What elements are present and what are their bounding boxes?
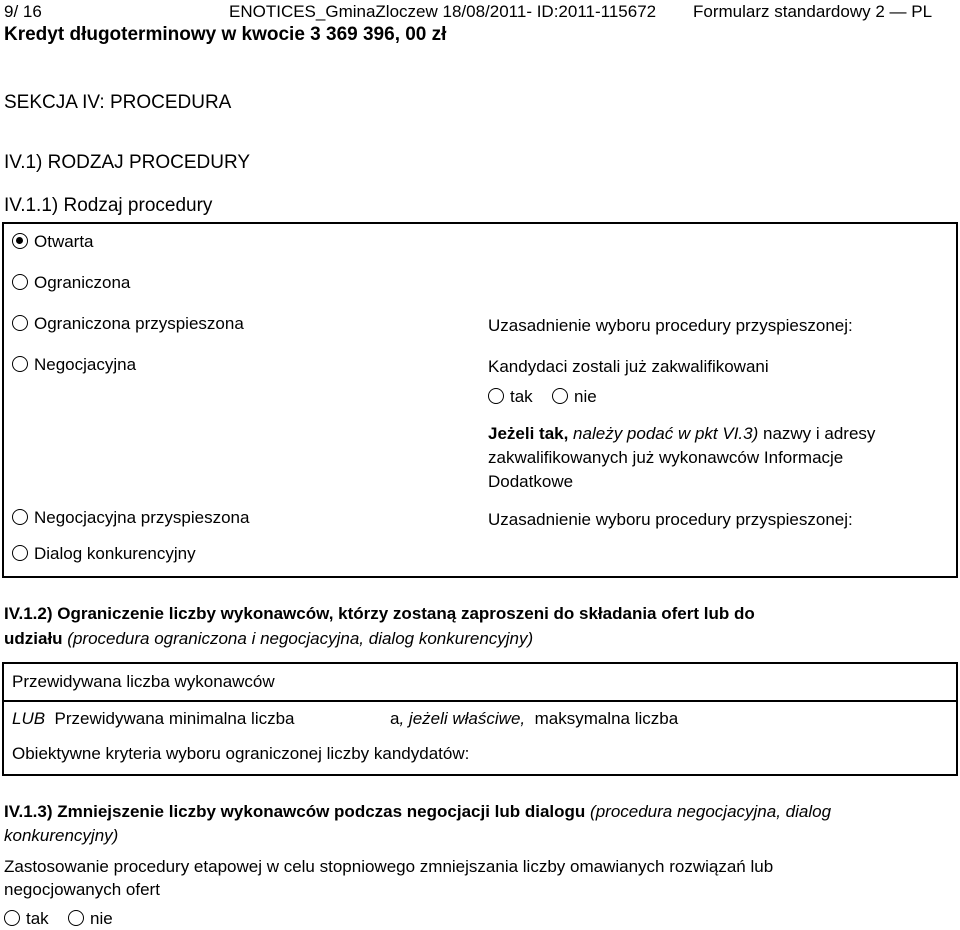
option-otwarta[interactable]: Otwarta (12, 232, 94, 252)
reduction-yes[interactable]: tak (4, 909, 49, 929)
option-negocjacyjna[interactable]: Negocjacyjna (12, 355, 136, 375)
candidates-note-line3: Dodatkowe (488, 472, 574, 491)
candidates-no[interactable]: nie (552, 387, 597, 407)
min-number-label: LUB Przewidywana minimalna liczba (12, 709, 295, 728)
reduction-heading-line2: konkurencyjny) (4, 826, 119, 845)
option-dialog-konkurencyjny[interactable]: Dialog konkurencyjny (12, 544, 196, 564)
page-number: 9/ 16 (4, 2, 42, 21)
subsection-title: IV.1) RODZAJ PROCEDURY (4, 152, 250, 173)
radio-checked-icon[interactable] (12, 233, 28, 249)
form-name: Formularz standardowy 2 — PL (693, 2, 933, 21)
option-negocjacyjna-przyspieszona[interactable]: Negocjacyjna przyspieszona (12, 508, 249, 528)
reduction-text-line1: Zastosowanie procedury etapowej w celu stopniowego zmniejszania liczby omawianych rozwiązań lub (4, 857, 774, 876)
reduction-text-line2: negocjowanych ofert (4, 880, 160, 899)
option-ograniczona[interactable]: Ograniczona (12, 273, 130, 293)
radio-icon[interactable] (552, 388, 568, 404)
document-title: Kredyt długoterminowy w kwocie 3 369 396, 00 zł (4, 24, 447, 45)
radio-icon[interactable] (12, 545, 28, 561)
reduction-heading-line1: IV.1.3) Zmniejszenie liczby wykonawców podczas negocjacji lub dialogu (procedura negocjacyjna, dialog (4, 802, 832, 821)
limit-heading-line2: udziału (procedura ograniczona i negocjacyjna, dialog konkurencyjny) (4, 629, 534, 648)
reduction-no[interactable]: nie (68, 909, 113, 929)
section-title: SEKCJA IV: PROCEDURA (4, 92, 232, 113)
divider (2, 700, 958, 702)
candidates-note-line1: Jeżeli tak, należy podać w pkt VI.3) nazwy i adresy (488, 424, 876, 443)
radio-icon[interactable] (488, 388, 504, 404)
justification-label: Uzasadnienie wyboru procedury przyspieszonej: (488, 316, 853, 335)
limit-heading-line1: IV.1.2) Ograniczenie liczby wykonawców, którzy zostaną zaproszeni do składania ofert lub do (4, 604, 755, 623)
notice-id: ENOTICES_GminaZloczew 18/08/2011- ID:2011-115672 (229, 2, 657, 21)
candidates-yes[interactable]: tak (488, 387, 533, 407)
radio-icon[interactable] (12, 315, 28, 331)
candidates-note-line2: zakwalifikowanych już wykonawców Informacje (488, 448, 844, 467)
radio-icon[interactable] (4, 910, 20, 926)
radio-icon[interactable] (12, 356, 28, 372)
procedure-type-heading: IV.1.1) Rodzaj procedury (4, 195, 213, 216)
expected-number-label: Przewidywana liczba wykonawców (12, 672, 275, 691)
radio-icon[interactable] (12, 509, 28, 525)
criteria-label: Obiektywne kryteria wyboru ograniczonej liczby kandydatów: (12, 744, 470, 763)
justification-label-2: Uzasadnienie wyboru procedury przyspieszonej: (488, 510, 853, 529)
max-number-label: a, jeżeli właściwe, maksymalna liczba (390, 709, 679, 728)
option-ograniczona-przyspieszona[interactable]: Ograniczona przyspieszona (12, 314, 244, 334)
radio-icon[interactable] (12, 274, 28, 290)
candidates-label: Kandydaci zostali już zakwalifikowani (488, 357, 769, 376)
radio-icon[interactable] (68, 910, 84, 926)
